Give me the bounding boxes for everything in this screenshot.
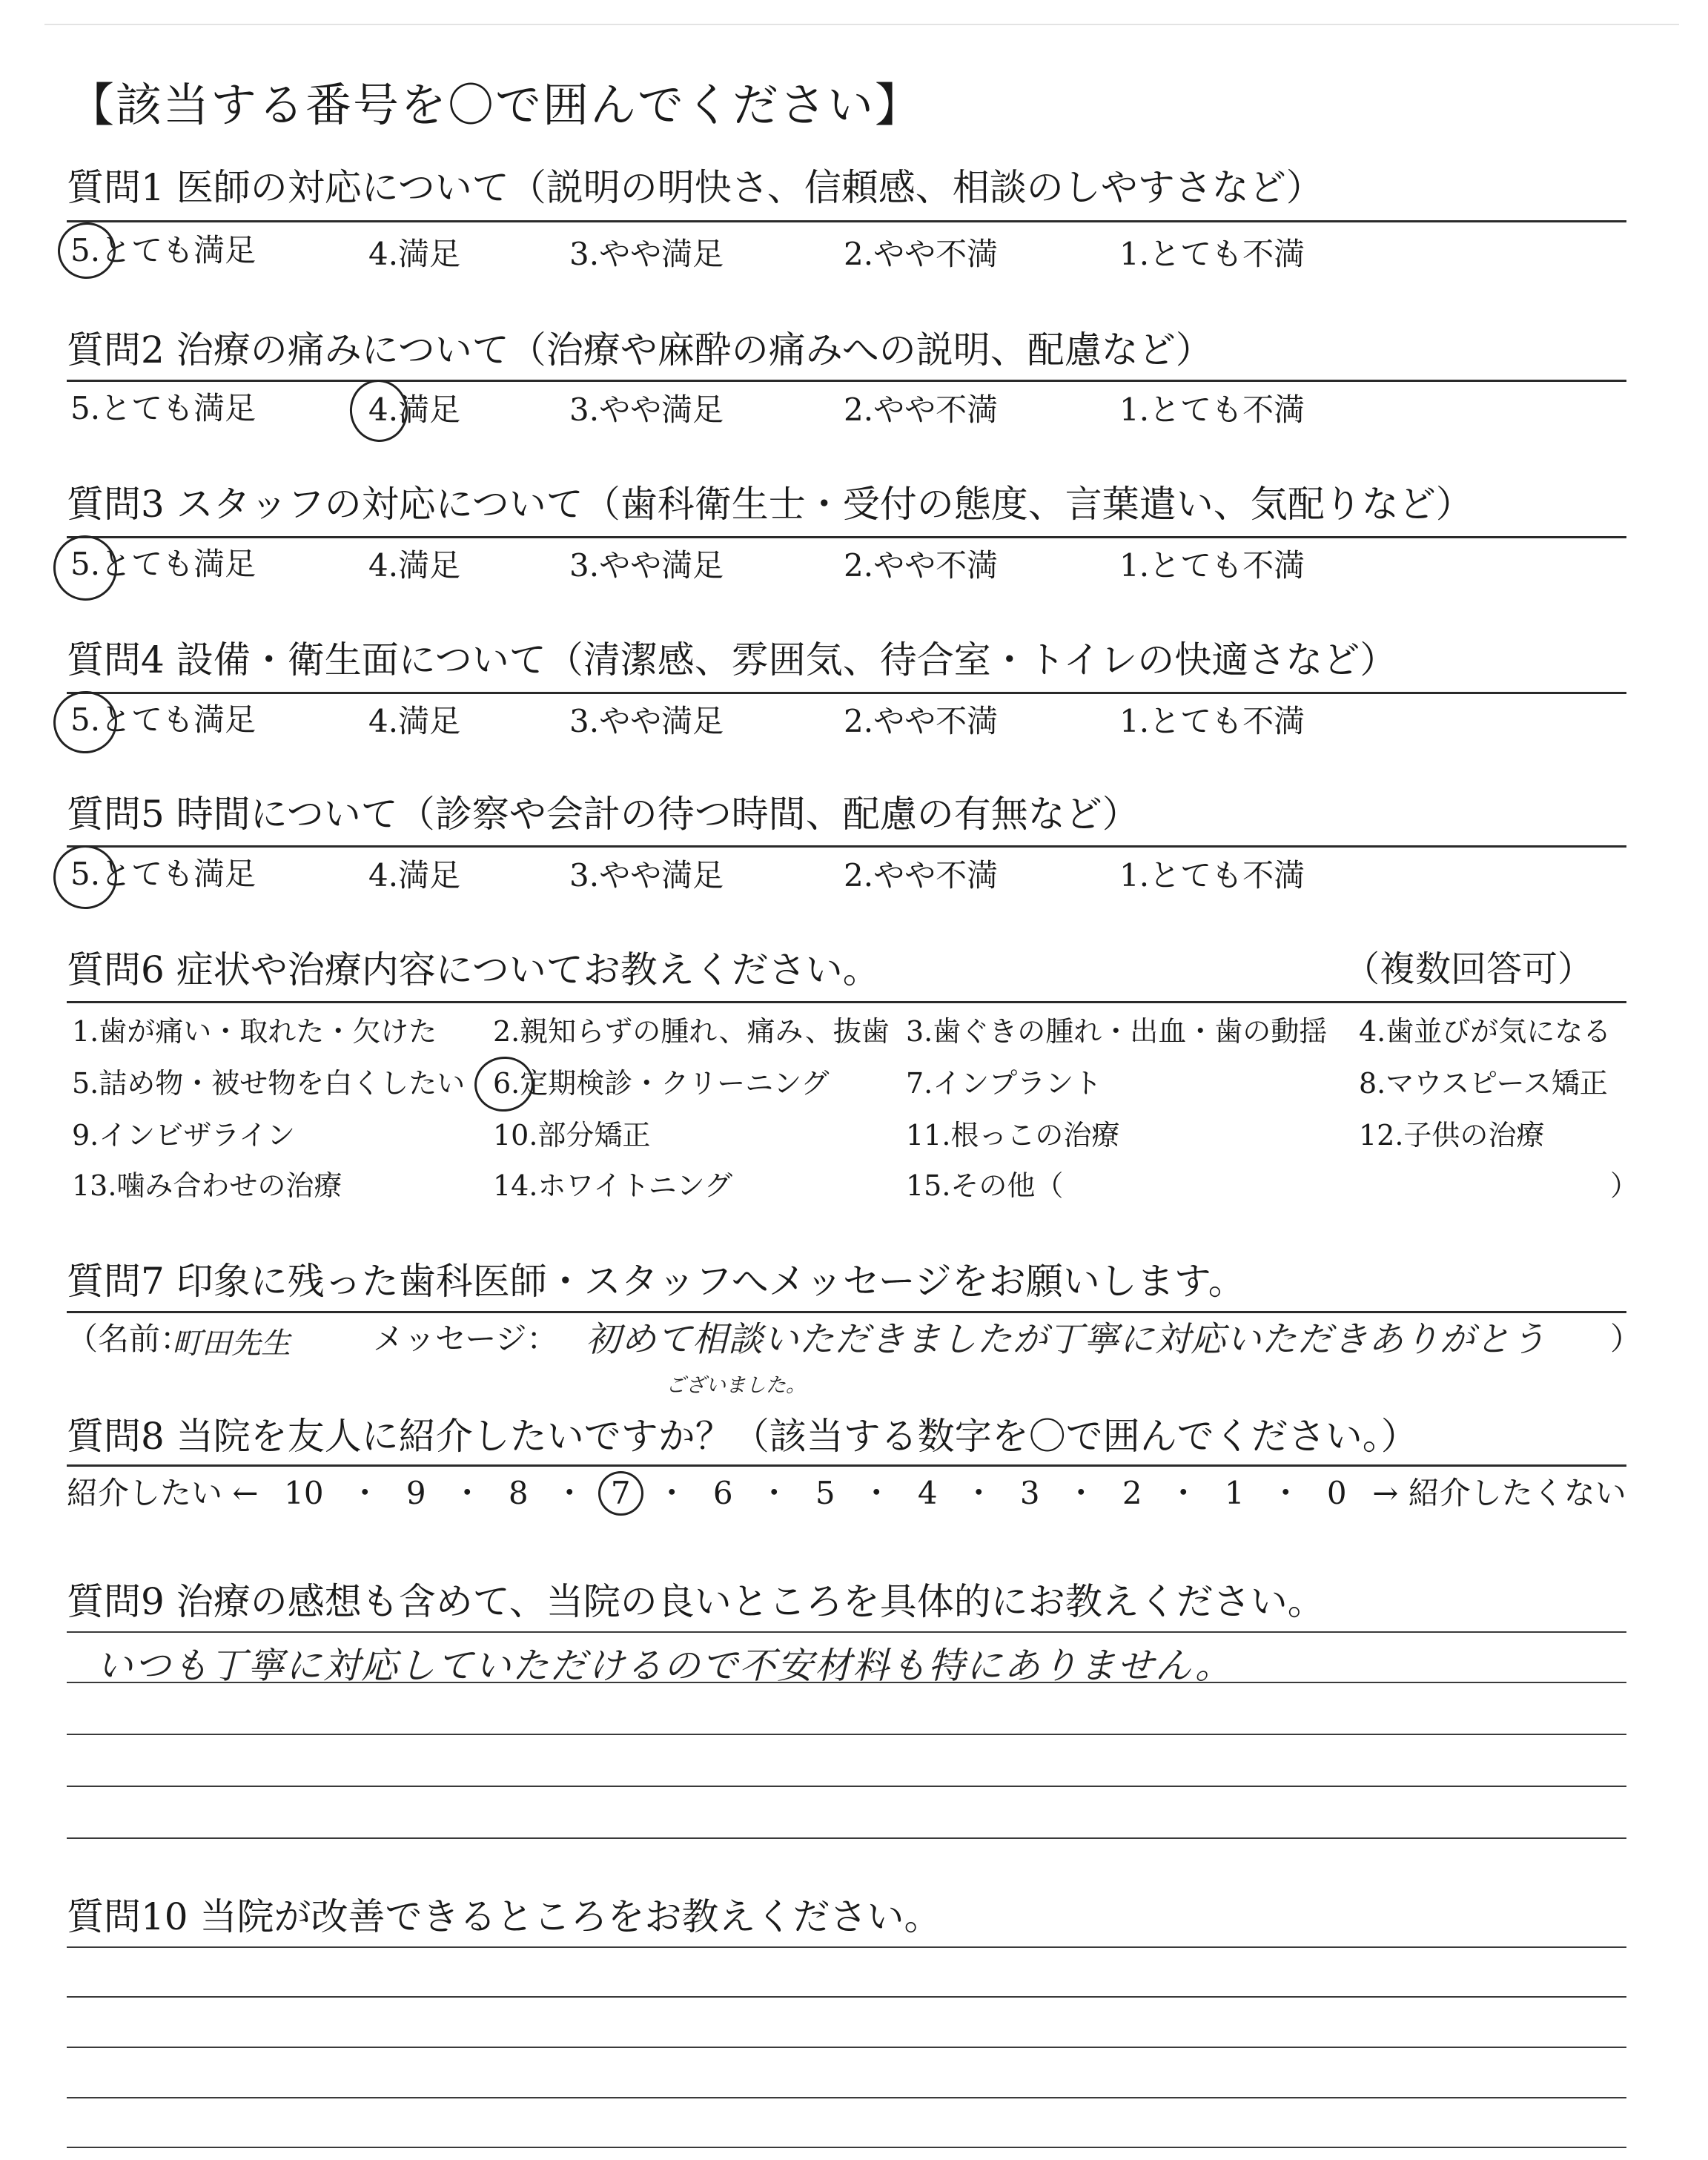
q8-referral-scale — [67, 1475, 1626, 1511]
q6-option-2[interactable]: 2.親知らずの腫れ、痛み、抜歯 — [493, 1015, 890, 1048]
q8-number-6[interactable]: 6 — [712, 1475, 733, 1511]
q6-option-13[interactable]: 13.噛み合わせの治療 — [72, 1169, 342, 1202]
top-border — [44, 24, 1679, 25]
q2-rule — [67, 380, 1626, 382]
q9-title: 質問9 治療の感想も含めて、当院の良いところを具体的にお教えください。 — [67, 1580, 1325, 1623]
q6-option-10[interactable]: 10.部分矯正 — [493, 1119, 651, 1152]
q1-option-3[interactable]: 3.やや満足 — [569, 236, 724, 272]
q6-multiple-answers-note: （複数回答可） — [1343, 948, 1593, 990]
q2-title: 質問2 治療の痛みについて（治療や麻酔の痛みへの説明、配慮など） — [67, 328, 1213, 371]
q8-dot: ・ — [861, 1475, 893, 1511]
q3-option-3[interactable]: 3.やや満足 — [569, 547, 724, 584]
q8-number-9[interactable]: 9 — [406, 1475, 426, 1511]
q8-dot: ・ — [656, 1475, 688, 1511]
q2-option-2[interactable]: 2.やや不満 — [844, 392, 999, 428]
q6-option-14[interactable]: 14.ホワイトニング — [493, 1169, 733, 1202]
q1-rule — [67, 220, 1626, 222]
q8-right-label: → 紹介したくない — [1372, 1475, 1626, 1511]
q7-message-label: メッセージ： — [373, 1321, 558, 1357]
q4-option-1[interactable]: 1.とても不満 — [1119, 703, 1305, 739]
q8-number-8[interactable]: 8 — [508, 1475, 529, 1511]
q4-option-3[interactable]: 3.やや満足 — [569, 703, 724, 739]
q8-dot: ・ — [554, 1475, 586, 1511]
q6-title: 質問6 症状や治療内容についてお教えください。 — [67, 948, 880, 991]
q5-title: 質問5 時間について（診察や会計の待つ時間、配慮の有無など） — [67, 793, 1139, 836]
q10-title: 質問10 当院が改善できるところをお教えください。 — [67, 1895, 941, 1938]
q3-option-2[interactable]: 2.やや不満 — [844, 547, 999, 584]
q6-option-1[interactable]: 1.歯が痛い・取れた・欠けた — [72, 1015, 437, 1048]
q1-option-1[interactable]: 1.とても不満 — [1119, 236, 1305, 272]
q3-rule — [67, 536, 1626, 538]
q9-answer-line-2 — [67, 1682, 1626, 1683]
q9-answer-handwritten[interactable]: いつも丁寧に対応していただけるので不安材料も特にありません。 — [96, 1645, 1233, 1687]
q8-dot: ・ — [758, 1475, 790, 1511]
q6-other-close: ） — [1610, 1169, 1639, 1202]
q9-answer-line-1 — [67, 1631, 1626, 1633]
q1-title: 質問1 医師の対応について（説明の明快さ、信頼感、相談のしやすさなど） — [67, 166, 1323, 209]
q7-message-handwritten-line2: ございました。 — [666, 1374, 806, 1397]
q6-option-15[interactable]: 15.その他（ — [906, 1169, 1064, 1202]
q9-answer-line-3 — [67, 1734, 1626, 1735]
q1-option-4[interactable]: 4.満足 — [368, 236, 461, 272]
q5-selection-circle — [49, 841, 121, 913]
q8-dot: ・ — [349, 1475, 381, 1511]
q8-number-2[interactable]: 2 — [1122, 1475, 1142, 1511]
q8-left-label: 紹介したい ← — [67, 1475, 259, 1511]
q10-answer-line-1[interactable] — [67, 1946, 1626, 1948]
q6-option-3[interactable]: 3.歯ぐきの腫れ・出血・歯の動揺 — [906, 1015, 1328, 1048]
q8-dot: ・ — [1270, 1475, 1302, 1511]
q2-selection-circle — [346, 376, 412, 446]
q5-option-4[interactable]: 4.満足 — [368, 857, 461, 894]
q1-selection-circle — [54, 219, 119, 283]
q6-option-5[interactable]: 5.詰め物・被せ物を白くしたい — [72, 1067, 466, 1100]
q8-dot: ・ — [1065, 1475, 1097, 1511]
q8-rule — [67, 1464, 1626, 1467]
form-instruction: 【該当する番号を〇で囲んでください】 — [68, 78, 923, 132]
q3-option-1[interactable]: 1.とても不満 — [1119, 547, 1305, 584]
q4-option-2[interactable]: 2.やや不満 — [844, 703, 999, 739]
q8-number-4[interactable]: 4 — [917, 1475, 938, 1511]
q2-option-5[interactable]: 5.とても満足 — [70, 390, 256, 426]
q8-number-7[interactable]: 7 — [598, 1471, 643, 1516]
q3-selection-circle — [49, 531, 121, 604]
q10-answer-line-5[interactable] — [67, 2147, 1626, 2148]
q6-rule — [67, 1001, 1626, 1003]
q6-option-8[interactable]: 8.マウスピース矯正 — [1359, 1067, 1608, 1100]
q9-answer-line-4 — [67, 1786, 1626, 1787]
q7-title: 質問7 印象に残った歯科医師・スタッフへメッセージをお願いします。 — [67, 1260, 1245, 1303]
q9-answer-line-5 — [67, 1837, 1626, 1839]
q8-dot: ・ — [963, 1475, 995, 1511]
q3-option-4[interactable]: 4.満足 — [368, 547, 461, 584]
q6-option-4[interactable]: 4.歯並びが気になる — [1359, 1015, 1612, 1048]
q3-title: 質問3 スタッフの対応について（歯科衛生士・受付の態度、言葉遣い、気配りなど） — [67, 483, 1473, 526]
q7-close-paren: ） — [1610, 1321, 1642, 1357]
q8-number-5[interactable]: 5 — [815, 1475, 835, 1511]
q8-title: 質問8 当院を友人に紹介したいですか？（該当する数字を〇で囲んでください。） — [67, 1415, 1418, 1458]
q2-option-4[interactable]: 4.満足 — [368, 392, 461, 428]
q6-option-7[interactable]: 7.インプラント — [906, 1067, 1102, 1100]
q2-option-3[interactable]: 3.やや満足 — [569, 392, 724, 428]
q1-option-5[interactable]: 5.とても満足 — [70, 232, 256, 268]
q4-option-5[interactable]: 5.とても満足 — [70, 701, 256, 738]
q4-title: 質問4 設備・衛生面について（清潔感、雰囲気、待合室・トイレの快適さなど） — [67, 638, 1397, 681]
q5-option-1[interactable]: 1.とても不満 — [1119, 857, 1305, 894]
q5-option-5[interactable]: 5.とても満足 — [70, 856, 256, 892]
q7-name-label: （名前： — [67, 1321, 192, 1357]
q8-dot: ・ — [1168, 1475, 1199, 1511]
q8-number-3[interactable]: 3 — [1019, 1475, 1040, 1511]
q3-option-5[interactable]: 5.とても満足 — [70, 546, 256, 582]
q6-option-12[interactable]: 12.子供の治療 — [1359, 1119, 1545, 1152]
q6-option-11[interactable]: 11.根っこの治療 — [906, 1119, 1120, 1152]
q5-option-2[interactable]: 2.やや不満 — [844, 857, 999, 894]
q10-answer-line-3[interactable] — [67, 2047, 1626, 2048]
q7-rule — [67, 1311, 1626, 1313]
q5-option-3[interactable]: 3.やや満足 — [569, 857, 724, 894]
q8-number-0[interactable]: 0 — [1326, 1475, 1347, 1511]
q8-number-10[interactable]: 10 — [284, 1475, 324, 1511]
q6-option-9[interactable]: 9.インビザライン — [72, 1119, 296, 1152]
q4-option-4[interactable]: 4.満足 — [368, 703, 461, 739]
q6-option-6[interactable]: 6.定期検診・クリーニング — [493, 1067, 830, 1100]
q2-option-1[interactable]: 1.とても不満 — [1119, 392, 1305, 428]
q4-rule — [67, 692, 1626, 694]
q7-name-handwritten: 町田先生 — [172, 1327, 291, 1361]
q4-selection-circle — [50, 687, 122, 757]
q1-option-2[interactable]: 2.やや不満 — [844, 236, 999, 272]
q10-answer-line-4[interactable] — [67, 2097, 1626, 2098]
q8-number-1[interactable]: 1 — [1224, 1475, 1245, 1511]
q10-answer-line-2[interactable] — [67, 1996, 1626, 1998]
q7-message-handwritten-line1: 初めて相談いただきましたが丁寧に対応いただきありがとう — [586, 1319, 1546, 1360]
q6-selection-circle — [471, 1053, 537, 1115]
q8-dot: ・ — [451, 1475, 483, 1511]
q5-rule — [67, 845, 1626, 848]
